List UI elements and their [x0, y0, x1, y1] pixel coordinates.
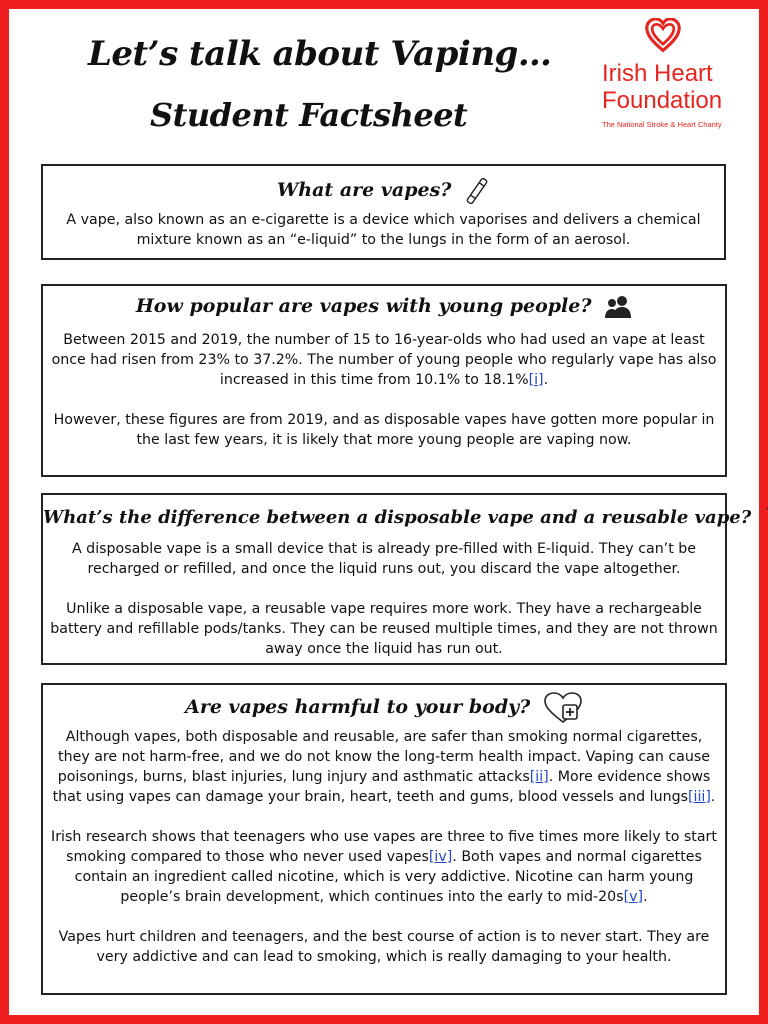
section-what-are-vapes: [41, 164, 726, 260]
reference-link[interactable]: [iii]: [687, 789, 711, 805]
section-heading-text: How popular are vapes with young people?: [135, 295, 592, 317]
section-heading: [43, 176, 724, 206]
people-icon: [604, 294, 632, 320]
vape-pen-icon: [464, 176, 490, 206]
section-harmful: [41, 683, 727, 995]
heart-plus-icon: [543, 692, 583, 724]
paragraph: Although vapes, both disposable and reusable, are safer than smoking normal cigarettes, they are not harm-free, and we do not know the long-term health impact. Vaping can cause poisonings, burns, blast injuries, lung injury and asthmatic attacks[ii]. More evidence shows that using vapes can damage your brain, heart, teeth and gums, blood vessels and lungs[iii].: [52, 729, 716, 805]
section-heading-text: What are vapes?: [276, 179, 452, 201]
logo-tagline: The National Stroke & Heart Charity: [602, 120, 722, 129]
reference-link[interactable]: [ii]: [529, 769, 549, 785]
section-popularity: [41, 284, 727, 477]
logo-name-line1: Irish Heart: [602, 60, 713, 87]
paragraph: However, these figures are from 2019, and as disposable vapes have gotten more popular in the last few years, it is likely that more young people are vaping now.: [53, 412, 715, 448]
paragraph: A disposable vape is a small device that is already pre-filled with E-liquid. They can’t be recharged or refilled, and once the liquid runs out, you discard the vape altogether.: [71, 541, 697, 577]
logo-name-line2: Foundation: [602, 87, 723, 114]
reference-link[interactable]: [iv]: [428, 849, 453, 865]
section-heading: [43, 503, 752, 533]
thinking-person-icon: [764, 503, 768, 533]
paragraph: Irish research shows that teenagers who use vapes are three to five times more likely to start smoking compared to those who never used vapes[iv]. Both vapes and normal cigarettes contain an ingredient called nicotine, which is very addictive. Nicotine can harm young people’s brain development, which continues into the early to mid-20s[v].: [51, 829, 717, 905]
section-heading: [43, 692, 725, 724]
reference-link[interactable]: [i]: [528, 372, 544, 388]
section-body: [49, 539, 719, 659]
irish-heart-foundation-logo: [596, 16, 746, 136]
section-body: [49, 727, 719, 967]
section-heading-text: What’s the difference between a disposable vape and a reusable vape?: [43, 507, 752, 528]
page-subtitle: Student Factsheet: [150, 96, 468, 134]
section-body: [49, 210, 718, 250]
paragraph: Vapes hurt children and teenagers, and the best course of action is to never start. They are very addictive and can lead to smoking, which is really damaging to your health.: [58, 929, 710, 965]
section-body: [49, 330, 719, 450]
heart-logo-icon: [645, 18, 681, 54]
paragraph: Unlike a disposable vape, a reusable vape requires more work. They have a rechargeable battery and refillable pods/tanks. They can be reused multiple times, and they are not thrown away once the liquid has run out.: [50, 601, 718, 657]
paragraph: Between 2015 and 2019, the number of 15 to 16-year-olds who had used an vape at least once had risen from 23% to 37.2%. The number of young people who regularly vape has also increased in this time from 10.1% to 18.1%[i].: [51, 332, 717, 388]
section-heading: [43, 294, 725, 320]
section-disposable-vs-reusable: [41, 493, 752, 665]
section-heading-text: Are vapes harmful to your body?: [185, 696, 531, 718]
reference-link[interactable]: [v]: [623, 889, 644, 905]
page-title: Let’s talk about Vaping…: [88, 34, 552, 74]
paragraph: A vape, also known as an e-cigarette is a device which vaporises and delivers a chemical mixture known as an “e-liquid” to the lungs in the form of an aerosol.: [66, 212, 701, 248]
